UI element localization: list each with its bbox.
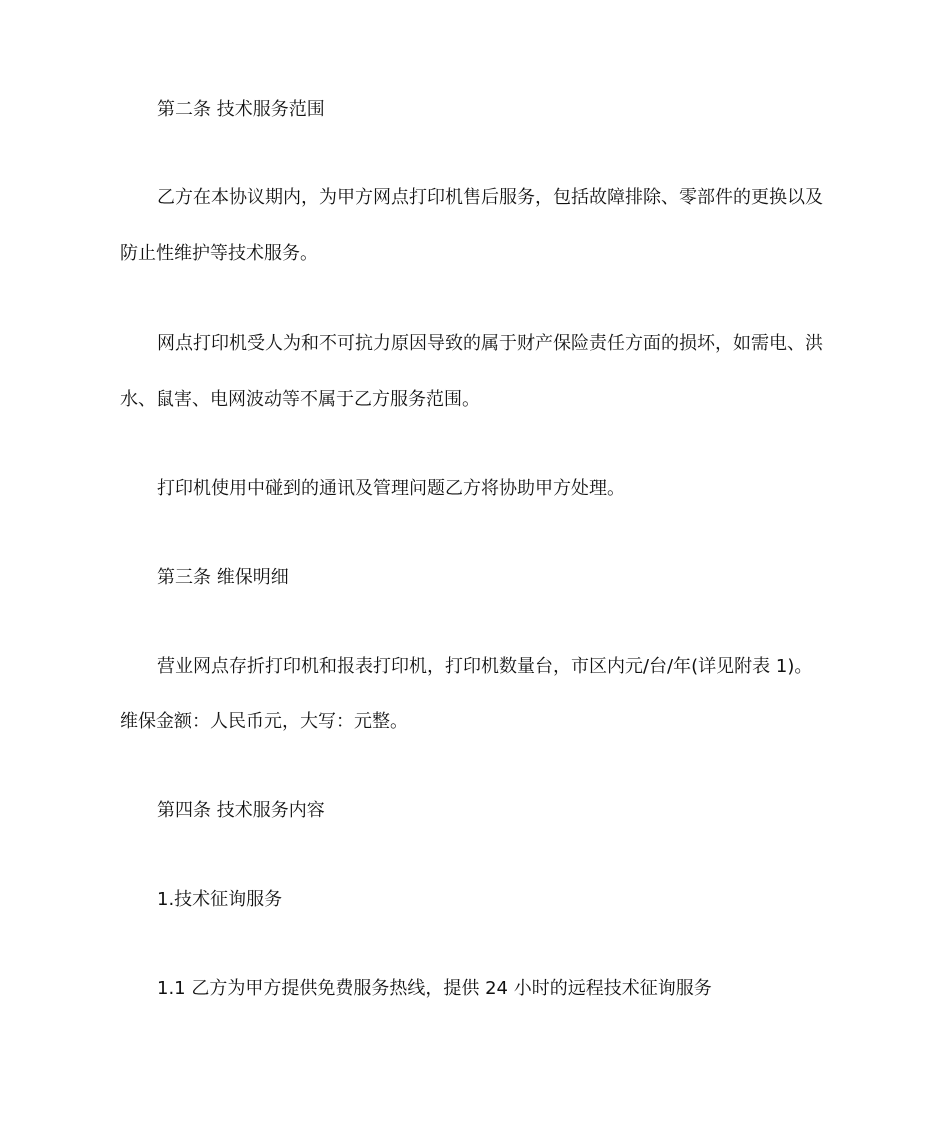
clause-1-1: 1.1 乙方为甲方提供免费服务热线，提供 24 小时的远程技术征询服务 <box>157 978 712 999</box>
subsection-heading-1: 1.技术征询服务 <box>157 889 283 910</box>
section-heading-2: 第二条 技术服务范围 <box>157 99 325 120</box>
paragraph-scope-line-1: 乙方在本协议期内，为甲方网点打印机售后服务，包括故障排除、零部件的更换以及 <box>157 187 823 208</box>
paragraph-scope-line-2: 防止性维护等技术服务。 <box>120 243 318 264</box>
paragraph-maintenance-line-2: 维保金额：人民币元，大写：元整。 <box>120 711 408 732</box>
section-heading-4: 第四条 技术服务内容 <box>157 800 325 821</box>
paragraph-exclusion-line-1: 网点打印机受人为和不可抗力原因导致的属于财产保险责任方面的损坏，如需电、洪 <box>157 333 823 354</box>
section-heading-3: 第三条 维保明细 <box>157 567 289 588</box>
paragraph-exclusion-line-2: 水、鼠害、电网波动等不属于乙方服务范围。 <box>120 389 480 410</box>
paragraph-maintenance-line-1: 营业网点存折打印机和报表打印机，打印机数量台，市区内元/台/年(详见附表 1)。 <box>157 656 813 677</box>
paragraph-assist: 打印机使用中碰到的通讯及管理问题乙方将协助甲方处理。 <box>157 478 625 499</box>
